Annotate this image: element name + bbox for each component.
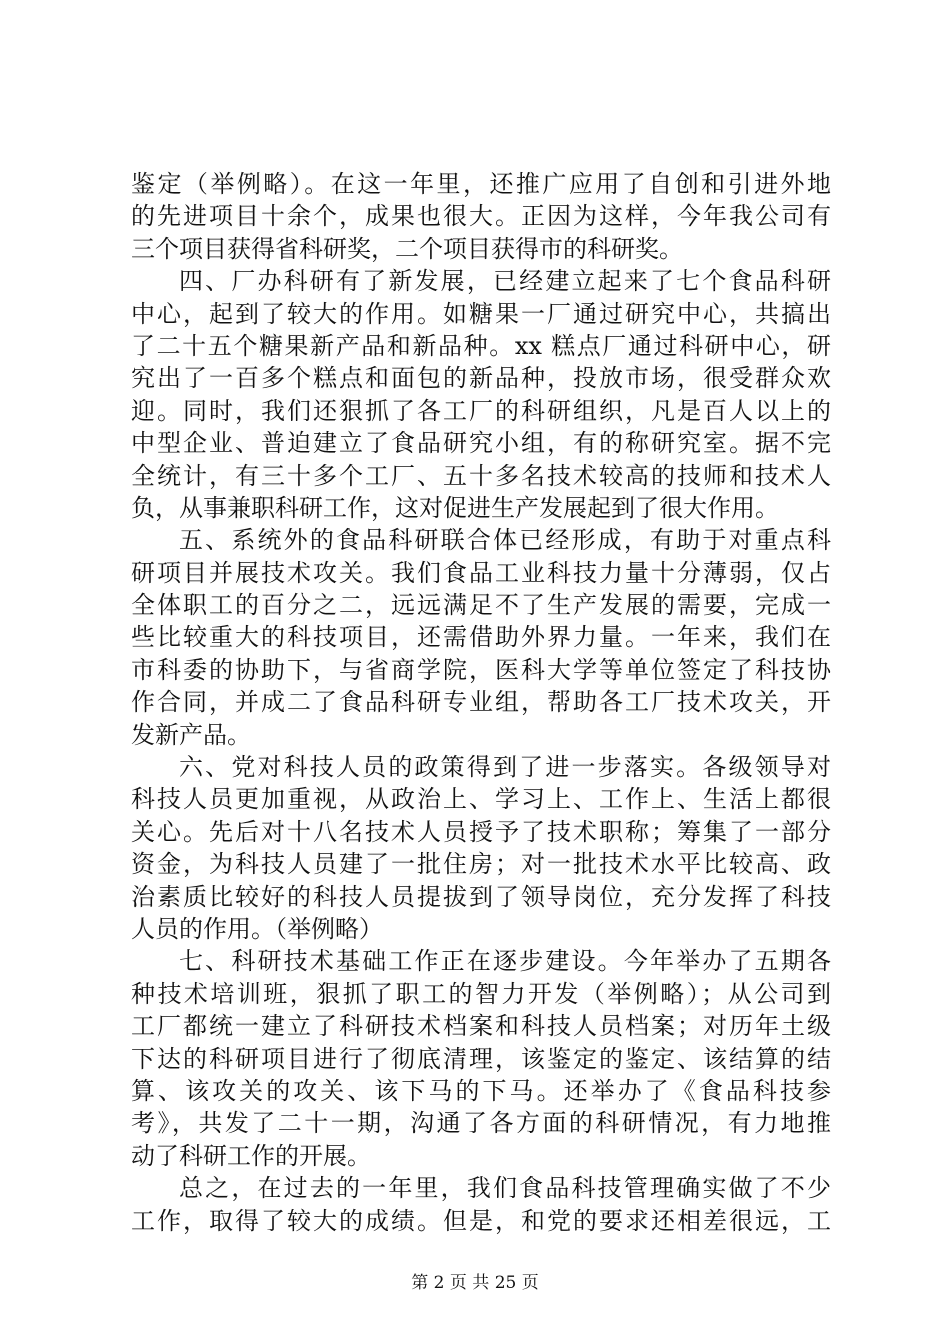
text-line: 工厂都统一建立了科研技术档案和科技人员档案；对历年土级	[131, 1012, 831, 1041]
text-line: 治素质比较好的科技人员提拔到了领导岗位，充分发挥了科技	[131, 882, 831, 911]
text-line: 科技人员更加重视，从政治上、学习上、工作上、生活上都很	[131, 785, 831, 814]
text-line: 中型企业、普迫建立了食品研究小组，有的称研究室。据不完	[131, 429, 831, 458]
text-line: 四、厂办科研有了新发展，已经建立起来了七个食品科研	[179, 267, 831, 296]
text-line: 负，从事兼职科研工作，这对促进生产发展起到了很大作用。	[131, 493, 779, 522]
text-line: 了二十五个糖果新产品和新品种。xx 糕点厂通过科研中心，研	[131, 331, 831, 360]
text-line: 人员的作用。（举例略）	[131, 914, 383, 943]
text-line: 下达的科研项目进行了彻底清理，该鉴定的鉴定、该结算的结	[131, 1044, 831, 1073]
text-line: 考》，共发了二十一期，沟通了各方面的科研情况，有力地推	[131, 1109, 831, 1138]
text-line: 种技术培训班，狠抓了职工的智力开发（举例略）；从公司到	[131, 979, 831, 1008]
text-line: 六、党对科技人员的政策得到了进一步落实。各级领导对	[179, 753, 831, 782]
page-footer: 第 2 页 共 25 页	[411, 1273, 539, 1293]
text-line: 迎。同时，我们还狠抓了各工厂的科研组织，凡是百人以上的	[131, 396, 831, 425]
text-line: 些比较重大的科技项目，还需借助外界力量。一年来，我们在	[131, 623, 831, 652]
text-line: 总之，在过去的一年里，我们食品科技管理确实做了不少	[179, 1174, 831, 1203]
text-line: 工作，取得了较大的成绩。但是，和党的要求还相差很远，工	[131, 1206, 831, 1235]
text-line: 鉴定（举例略）。在这一年里，还推广应用了自创和引进外地	[131, 170, 831, 198]
text-line: 究出了一百多个糕点和面包的新品种，投放市场，很受群众欢	[131, 364, 831, 393]
text-line: 研项目并展技术攻关。我们食品工业科技力量十分薄弱，仅占	[131, 558, 831, 587]
text-line: 作合同，并成二了食品科研专业组，帮助各工厂技术攻关，开	[131, 688, 831, 717]
text-line: 动了科研工作的开展。	[131, 1141, 371, 1170]
text-line: 算、该攻关的攻关、该下马的下马。还举办了《食品科技参	[131, 1076, 831, 1105]
text-line: 全体职工的百分之二，远远满足不了生产发展的需要，完成一	[131, 591, 831, 620]
text-line: 资金，为科技人员建了一批住房；对一批技术水平比较高、政	[131, 850, 831, 879]
text-line: 关心。先后对十八名技术人员授予了技术职称；筹集了一部分	[131, 817, 831, 846]
body-text	[131, 168, 831, 1237]
text-line: 五、系统外的食品科研联合体已经形成，有助于对重点科	[179, 526, 831, 555]
text-line: 发新产品。	[131, 720, 251, 749]
text-line: 三个项目获得省科研奖，二个项目获得市的科研奖。	[131, 234, 683, 263]
text-line: 中心，起到了较大的作用。如糖果一厂通过研究中心，共搞出	[131, 299, 831, 328]
text-line: 的先进项目十余个，成果也很大。正因为这样，今年我公司有	[131, 202, 831, 231]
text-line: 全统计，有三十多个工厂、五十多名技术较高的技师和技术人	[131, 461, 831, 490]
text-line: 七、科研技术基础工作正在逐步建设。今年举办了五期各	[179, 947, 831, 976]
text-line: 市科委的协助下，与省商学院，医科大学等单位签定了科技协	[131, 655, 831, 684]
